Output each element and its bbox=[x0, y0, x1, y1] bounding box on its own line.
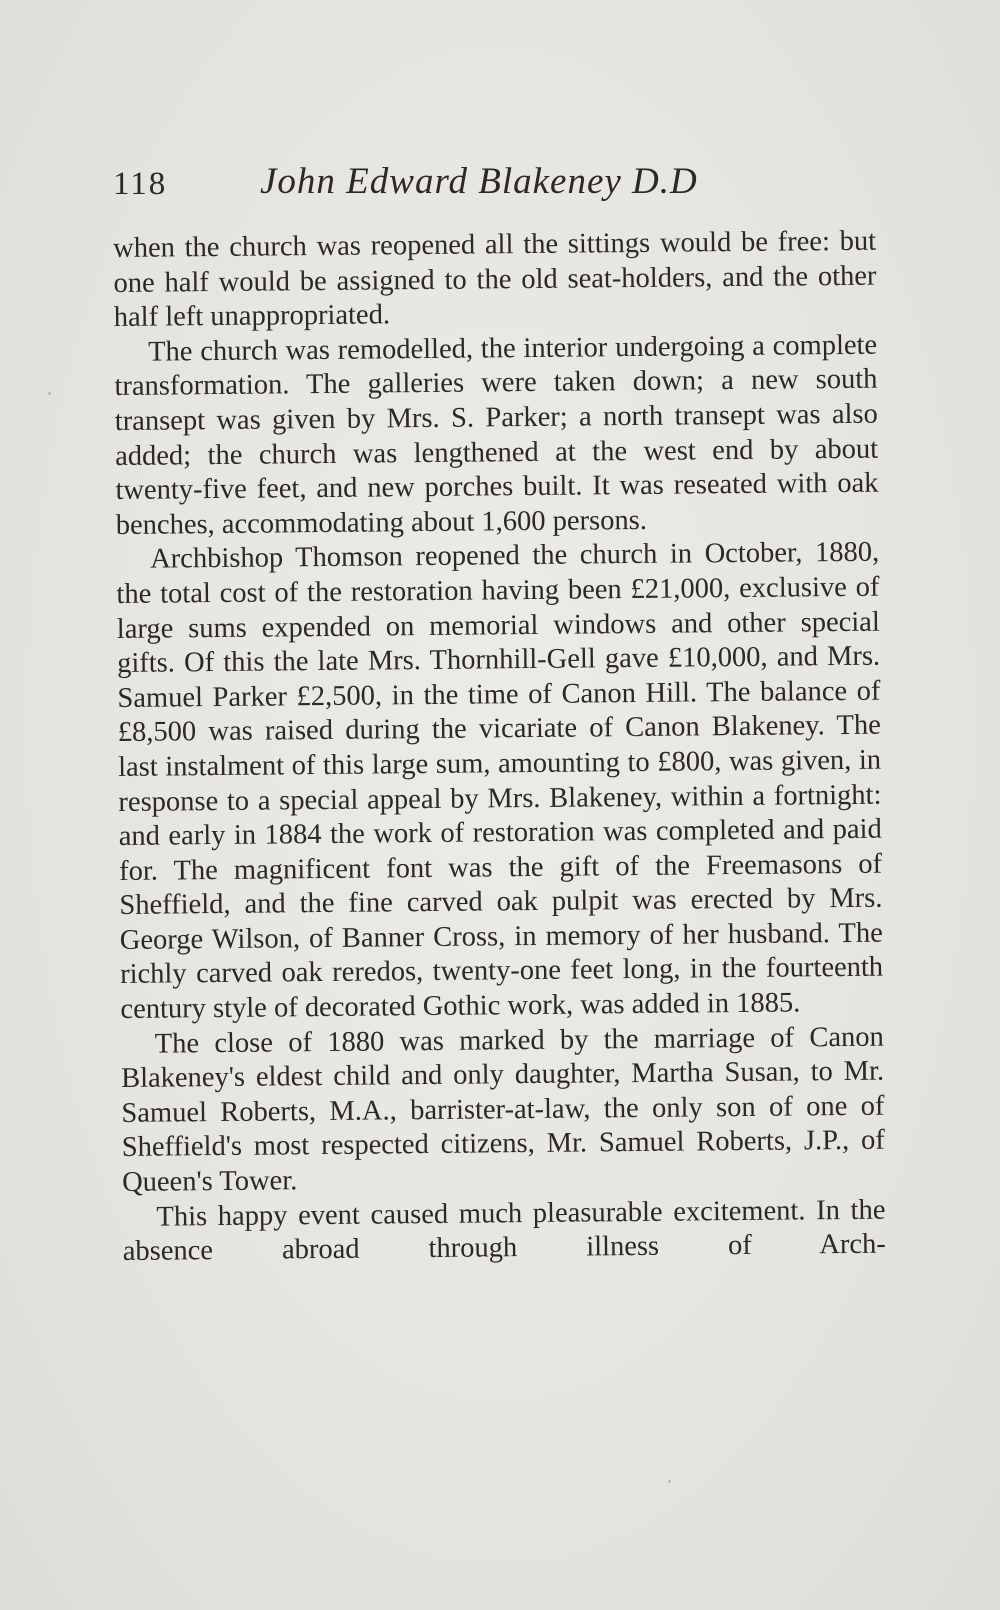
body-text bbox=[113, 225, 886, 1270]
paper-speck bbox=[48, 392, 51, 395]
running-title: John Edward Blakeney D.D bbox=[260, 161, 698, 202]
paragraph: when the church was reopened all the sittings would be free: but one half would be assigned to the old seat-holders, and the other half left unappropriated. bbox=[113, 225, 877, 334]
page-header bbox=[110, 160, 730, 220]
page-number: 118 bbox=[113, 166, 168, 202]
paragraph: Archbishop Thomson reopened the church in October, 1880, the total cost of the restoration having been £21,000, exclusive of large sums expended on memorial windows and other special gifts. Of this the late Mrs. Thornhill-Gell gave £10,000, and Mrs. Samuel Parker £2,500, in the time of Canon Hill. The balance of £8,500 was raised during the vicariate of Canon Blakeney. The last instalment of this large sum, amounting to £800, was given, in response to a special appeal by Mrs. Blakeney, within a fortnight: and early in 1884 the work of restoration was completed and paid for. The magnificent font was the gift of the Freemasons of Sheffield, and the fine carved oak pulpit was erected by Mrs. George Wilson, of Banner Cross, in memory of her husband. The richly carved oak reredos, twenty-one feet long, in the fourteenth century style of decorated Gothic work, was added in 1885. bbox=[116, 537, 884, 1026]
paragraph: This happy event caused much pleasurable excitement. In the absence abroad through illness of Arch- bbox=[122, 1194, 886, 1268]
paragraph: The church was remodelled, the interior undergoing a complete transformation. The galleries were taken down; a new south transept was given by Mrs. S. Parker; a north transept was also added; the church was lengthened at the west end by about twenty-five feet, and new porches built. It was reseated with oak benches, accommodating about 1,600 persons. bbox=[114, 329, 879, 541]
paper-speck bbox=[668, 1480, 671, 1483]
paragraph: The close of 1880 was marked by the marriage of Canon Blakeney's eldest child and only daughter, Martha Susan, to Mr. Samuel Roberts, M.A., barrister-at-law, the only son of one of Sheffield's most respected citizens, Mr. Samuel Roberts, J.P., of Queen's Tower. bbox=[120, 1021, 885, 1198]
